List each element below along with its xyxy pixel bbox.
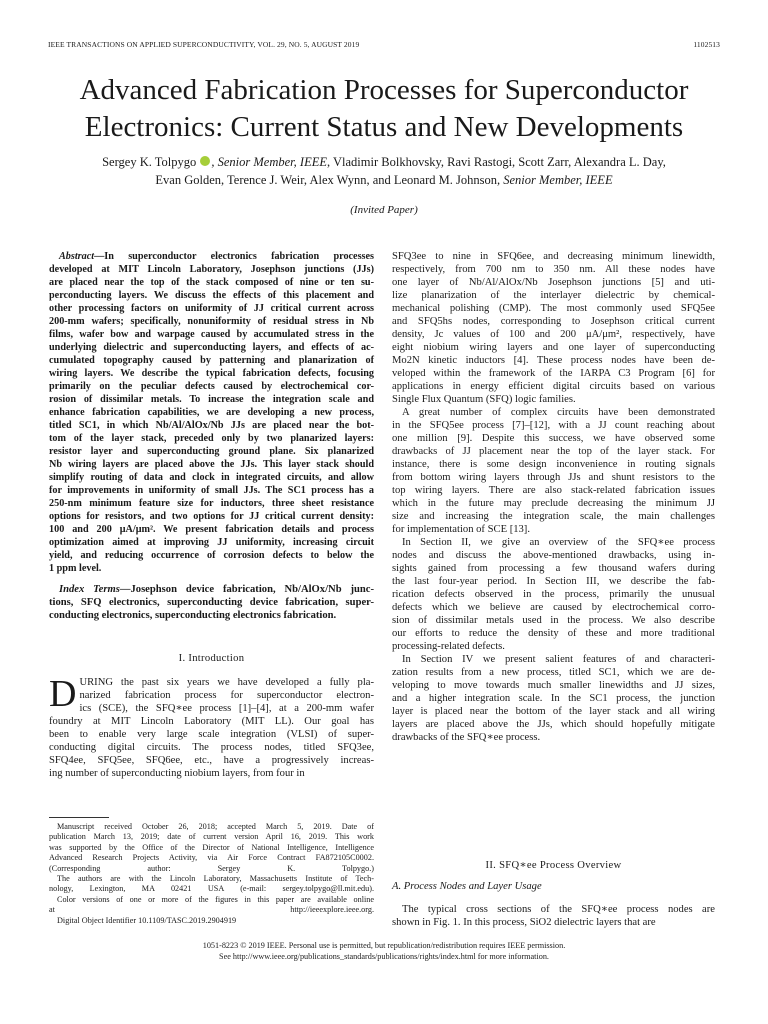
body-line: layer is placed near the bottom of the layer stack and all wiring — [392, 706, 715, 717]
copyright-notice — [0, 940, 768, 962]
author-line-2: Evan Golden, Terence J. Weir, Alex Wynn, and Leonard M. Johnson, Senior Member, IEEE — [155, 173, 613, 187]
subsection-a-heading: A. Process Nodes and Layer Usage — [392, 881, 542, 892]
invited-paper-label: (Invited Paper) — [350, 204, 418, 216]
footnote-line: Advanced Research Projects Activity, via Air Force Contract FA872105C0002. — [49, 853, 374, 863]
abstract-label: Abstract — [59, 251, 95, 262]
body-line: drawbacks of the SFQ∗ee process. — [392, 732, 541, 743]
body-line: size and increasing the integration scale, the main challenges — [392, 511, 715, 522]
copyright-line-2: See http://www.ieee.org/publications_standards/publications/rights/index.html for more information. — [219, 952, 549, 961]
abstract — [49, 250, 374, 575]
paper-title — [40, 72, 728, 146]
body-line: mechanical polishing (CMP). The most commonly used SFQ5ee — [392, 303, 715, 314]
section-1-heading: I. Introduction — [178, 653, 245, 664]
body-line: A great number of complex circuits have been demonstrated — [402, 407, 715, 418]
body-line: Single Flux Quantum (SFQ) logic families. — [392, 394, 576, 405]
body-line: eight niobium wiring layers and one layer of superconducting — [392, 342, 715, 353]
page-number: 1102513 — [693, 40, 720, 49]
intro-line: ing number of superconducting niobium layers, from four in — [49, 768, 305, 779]
footnote-line: The authors are with the Lincoln Laboratory, Massachusetts Institute of Tech- — [57, 873, 374, 883]
orcid-icon[interactable] — [200, 156, 210, 166]
body-line: respectively, from 700 nm to 350 nm. All these nodes have — [392, 264, 715, 275]
left-column — [49, 250, 374, 622]
intro-line: been to enable very large scale integration (VLSI) of super- — [49, 729, 374, 740]
body-line: zation results from a new process, titled SC1, which we are de- — [392, 667, 715, 678]
abstract-line: rosion of dissimilar metals. To increase the integration scale and — [49, 394, 374, 405]
body-line: SFQ3ee to nine in SFQ6ee, and decreasing minimum linewidth, — [392, 251, 715, 262]
index-terms-line: tions, SFQ electronics, superconducting device fabrication, super- — [49, 597, 374, 608]
abstract-line: tom of the layer stack, preceded only by two planarized layers: — [49, 433, 374, 444]
body-line: from bottom wiring layers through JJs and shunt resistors to the — [392, 472, 715, 483]
footnote-line: was supported by the Office of the Director of National Intelligence, Intelligence — [49, 842, 374, 852]
abstract-line: perconducting layers. We discuss the effects of this placement and — [49, 290, 374, 301]
abstract-line: 1 ppm level. — [49, 563, 102, 574]
body-line: and a higher integration scale. In the SC1 process, the junction — [392, 693, 715, 704]
intro-line: SFQ4ee, SFQ5ee, SFQ6ee, etc., have a progressively increas- — [49, 755, 374, 766]
paragraph-1 — [392, 250, 715, 406]
abstract-line: enhance fabrication capabilities, we are developing a new process, — [49, 407, 374, 418]
body-line: sights gained from processing a few thousand wafers during — [392, 563, 715, 574]
intro-line: foundry at MIT Lincoln Laboratory (MIT LL). Our goal has — [49, 716, 374, 727]
abstract-line: titled SC1, in which Nb/Al/AlOx/Nb JJs are placed near the bot- — [49, 420, 374, 431]
abstract-line: for improvements in uniformity of small JJs. The SC1 process has a — [49, 485, 374, 496]
running-head — [48, 40, 720, 52]
body-line: rication defects observed in the process, primarily the unusual — [392, 589, 715, 600]
abstract-line: cumulated topography caused by patterning and planarization of — [49, 355, 374, 366]
abstract-line: yield, and reducing occurrence of corrosion defects to below the — [49, 550, 374, 561]
abstract-line: simplify routing of data and clock in integrated circuits, and allow — [49, 472, 374, 483]
body-line: In Section IV we present salient features of and characteri- — [402, 654, 715, 665]
body-line: veloping to move towards much smaller linewidths and JJ sizes, — [392, 680, 715, 691]
abstract-line: wiring layers. We describe the typical fabrication defects, focusing — [49, 368, 374, 379]
author-line-1: Sergey K. Tolpygo , Senior Member, IEEE, Vladimir Bolkhovsky, Ravi Rastogi, Scott Zarr, Alexandra L. Day, — [102, 155, 666, 169]
body-line: instance, there is some design inconvenience in routing signals — [392, 459, 715, 470]
body-line: which in the future may preclude decreasing the minimum JJ — [392, 498, 715, 509]
abstract-line: optimization aimed at improving JJ uniformity, increasing circuit — [49, 537, 374, 548]
title-line-2: Electronics: Current Status and New Developments — [84, 111, 684, 143]
body-line: processing-related defects. — [392, 641, 505, 652]
intro-line: conducting digital circuits. The process nodes, titled SFQ3ee, — [49, 742, 374, 753]
abstract-line: films, wafer bow and warpage caused by accumulated stress in the — [49, 329, 374, 340]
body-line: for implementation of SCE [13]. — [392, 524, 530, 535]
footnote-line: nology, Lexington, MA 02421 USA (e-mail: sergey.tolpygo@ll.mit.edu). — [49, 884, 374, 894]
body-line: density, Jc values of 100 and 200 μA/μm², respectively, have — [392, 329, 715, 340]
body-line: In Section II, we give an overview of the SFQ∗ee process — [402, 537, 715, 548]
body-line: one layer of Nb/Al/AlOx/Nb Josephson junctions [5] and uti- — [392, 277, 715, 288]
paragraph-3 — [392, 536, 715, 653]
journal-name: IEEE TRANSACTIONS ON APPLIED SUPERCONDUCTIVITY, VOL. 29, NO. 5, AUGUST 2019 — [48, 40, 360, 49]
body-line: our efforts to reduce the density of these and more traditional — [392, 628, 715, 639]
body-line: lize planarization of the interlayer dielectric by chemical- — [392, 290, 715, 301]
copyright-line-1: 1051-8223 © 2019 IEEE. Personal use is permitted, but republication/redistribution requires IEEE permission. — [202, 941, 566, 950]
abstract-line: Abstract—In superconductor electronics fabrication processes — [59, 251, 374, 262]
abstract-line: other processing factors on uniformity of JJ critical current across — [49, 303, 374, 314]
abstract-line: 200-mm wafers; specifically, nonuniformity of residual stress in Nb — [49, 316, 374, 327]
footnote-line: Color versions of one or more of the figures in this paper are available online — [57, 894, 374, 904]
footnote-line: publication March 13, 2019; date of current version April 16, 2019. This work — [49, 832, 374, 842]
body-line: defects which we believe are caused by electrochemical corro- — [392, 602, 715, 613]
footnotes — [49, 822, 374, 926]
index-terms-line: conducting electronics, superconducting electronics fabrication. — [49, 610, 337, 621]
body-line: The typical cross sections of the SFQ∗ee process nodes are — [402, 904, 715, 915]
title-line-1: Advanced Fabrication Processes for Superconductor — [79, 74, 689, 106]
footnote-rule — [49, 817, 109, 818]
body-line: Mo2N kinetic inductors [4]. These process nodes have been de- — [392, 355, 715, 366]
paragraph-2 — [392, 406, 715, 536]
right-column — [392, 250, 715, 744]
index-terms-label: Index Terms — [59, 584, 120, 595]
body-line: veloped within the framework of the IARPA C3 Program [6] for — [392, 368, 715, 379]
body-line: nodes and discuss the above-mentioned drawbacks, using in- — [392, 550, 715, 561]
intro-line: URING the past six years we have developed a fully pla- — [79, 677, 374, 688]
abstract-line: Nb wiring layers are placed above the JJs. This layer stack should — [49, 459, 374, 470]
abstract-line: developed at MIT Lincoln Laboratory, Josephson junctions (JJs) — [49, 264, 374, 275]
introduction-text — [49, 673, 374, 780]
footnote-line: at http://ieeexplore.ieee.org. — [49, 905, 374, 915]
body-line: and SFQ5hs nodes, corresponding to Josephson critical current — [392, 316, 715, 327]
abstract-line: underlying dielectric and superconducting layers, and effects of ac- — [49, 342, 374, 353]
abstract-line: options for resistors, and two options for JJ critical current density: — [49, 511, 374, 522]
abstract-line: primarily on the peculiar defects caused by electrochemical cor- — [49, 381, 374, 392]
author-list — [60, 153, 708, 189]
abstract-line: are placed near the top of the stack composed of nine or ten su- — [49, 277, 374, 288]
index-terms-line: Index Terms—Josephson device fabrication, Nb/AlOx/Nb junc- — [59, 584, 374, 595]
abstract-line: resistor layer and superconducting ground plane. Six planarized — [49, 446, 374, 457]
body-line: drawbacks of JJ placement near the top of the layer stack. For — [392, 446, 715, 457]
footnote-line: (Corresponding author: Sergey K. Tolpygo.) — [49, 863, 374, 873]
body-line: one million [9]. Despite this success, we have observed some — [392, 433, 715, 444]
body-line: layers are placed above the JJs, which should hopefully mitigate — [392, 719, 715, 730]
body-line: in the SFQ5ee process [7]–[12], with a JJ count reaching about — [392, 420, 715, 431]
section-2-heading: II. SFQ∗ee Process Overview — [485, 860, 622, 871]
body-line: top wiring layers. There are also stack-related fabrication issues — [392, 485, 715, 496]
footnote-line: Manuscript received October 26, 2018; accepted March 5, 2019. Date of — [57, 822, 374, 831]
body-line: shown in Fig. 1. In this process, SiO2 dielectric layers that are — [392, 917, 656, 928]
index-terms — [49, 583, 374, 622]
body-line: applications in energy efficient digital circuits based on various — [392, 381, 715, 392]
abstract-line: 100 and 200 μA/μm². We present fabrication details and process — [49, 524, 374, 535]
intro-line: ics (SCE), the SFQ∗ee process [1]–[4], at a 200-mm wafer — [79, 703, 374, 714]
paragraph-5 — [392, 903, 715, 929]
drop-cap: D — [49, 673, 77, 715]
body-line: the last four-year period. In Section III, we describe the fab- — [392, 576, 715, 587]
paragraph-4 — [392, 653, 715, 744]
body-line: sion of dissimilar metals used in the process. We also describe — [392, 615, 715, 626]
intro-line: narized fabrication process for superconductor electron- — [79, 690, 374, 701]
abstract-line: 250-nm minimum feature size for inductors, three sheet resistance — [49, 498, 374, 509]
footnote-line: Digital Object Identifier 10.1109/TASC.2019.2904919 — [57, 915, 237, 925]
